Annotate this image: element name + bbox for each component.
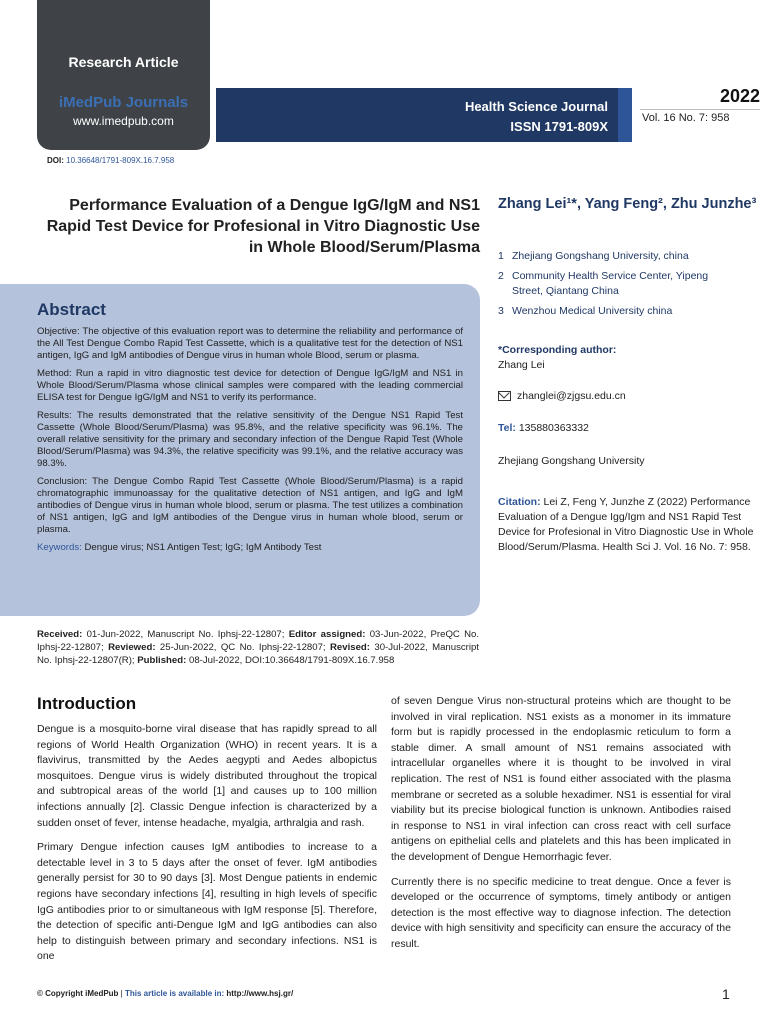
column-right — [391, 694, 731, 962]
reviewed-value: 25-Jun-2022, QC No. Iphsj-22-12807; — [159, 642, 326, 653]
journal-issn: ISSN 1791-809X — [510, 119, 608, 134]
publisher-url[interactable]: www.imedpub.com — [73, 114, 174, 128]
affiliation-number: 2 — [498, 270, 504, 282]
keywords-label: Keywords: — [37, 542, 82, 553]
citation-text: Lei Z, Feng Y, Junzhe Z (2022) Performance Evaluation of a Dengue Igg/Igm and NS1 Rapid Test Device for Profesional in Vitro Diagnostic Use in Whole Blood/Serum/Plasma. Health Sci J. Vol. 16 No. 7: 958. — [498, 496, 754, 553]
abstract-method: Method: Run a rapid in vitro diagnostic test device for detection of Dengue IgG/IgM and NS1 in Whole Blood/Serum/Plasma whose clinical samples were compared with the leading commercial ELISA test for Dengue IgG/IgM and NS1 to verify its performance. — [37, 368, 463, 403]
abstract-heading: Abstract — [37, 300, 106, 319]
copyright-text: © Copyright iMedPub — [37, 989, 119, 998]
page-footer — [37, 989, 293, 998]
affiliation-text: Wenzhou Medical University china — [512, 305, 673, 317]
reviewed-label: Reviewed: — [108, 642, 156, 653]
intro-paragraph-2: Primary Dengue infection causes IgM antibodies to increase to a detectable level in 3 to 5 days after the onset of fever. IgM antibodies generally persist for 30 to 90 days [3]. Most Dengue patients in endemic regions have secondary infections [4], resulting in high levels of specific IgG antibodies prior to or simultaneous with IgM response [5]. Therefore, the detection of specific anti-Dengue IgM and IgG antibodies can also help to distinguish between primary and secondary infections. NS1 is one — [37, 841, 377, 963]
affiliation-text: Community Health Service Center, Yipeng — [512, 270, 709, 282]
revised-label: Revised: — [329, 642, 370, 653]
publisher-brand: iMedPub Journals — [58, 94, 189, 111]
page-number: 1 — [722, 986, 730, 1002]
abstract-body — [37, 326, 463, 560]
affiliation-3 — [498, 304, 760, 319]
abstract-results: Results: The results demonstrated that the relative sensitivity of the Dengue NS1 Rapid Test Cassette (Whole Blood/Serum/Plasma) was 95.8%, and the relative specificity was 96.1%. The overall relative sensitivity for the primary and secondary infection of the Dengue Rapid Test (Whole Blood/Serum/Plasma) was 94.3%, the relative specificity was 99.1%, and the relative accuracy was 98.3%. — [37, 410, 463, 469]
intro-paragraph-1: Dengue is a mosquito-borne viral disease that has rapidly spread to all regions of World Health Organization (WHO) in recent years. It is a flavivirus, transmitted by the Aedes aegypti and Aedes albopictus mosquitoes. Dengue virus is widely distributed throughout the tropical and subtropical areas of the world [1] and causes up to 100 million infections annually [2]. Classic Dengue infection is characterized by a sudden onset of fever, intense headache, myalgia, arthralgia and rash. — [37, 723, 377, 829]
affiliation-number: 3 — [498, 305, 504, 317]
doi-line — [47, 156, 174, 165]
affiliation-2 — [498, 269, 760, 299]
introduction-heading: Introduction — [37, 694, 137, 713]
journal-url-link[interactable]: http://www.hsj.gr/ — [224, 989, 294, 998]
journal-name: Health Science Journal — [464, 99, 608, 114]
published-value: 08-Jul-2022, DOI:10.36648/1791-809X.16.7.958 — [188, 655, 395, 666]
email-link[interactable]: zhanglei@zjgsu.edu.cn — [517, 390, 626, 402]
tel-label: Tel: — [498, 422, 516, 434]
affiliation-text: Zhejiang Gongshang University, china — [512, 250, 689, 262]
publisher-logo — [37, 0, 210, 150]
available-label: This article is available in: — [124, 989, 225, 998]
envelope-icon — [498, 391, 511, 401]
citation-block — [498, 495, 760, 555]
doi-label: DOI: — [47, 156, 64, 165]
editor-label: Editor assigned: — [288, 629, 366, 640]
doi-link[interactable]: 10.36648/1791-809X.16.7.958 — [66, 156, 175, 165]
volume-issue: Vol. 16 No. 7: 958 — [642, 112, 730, 124]
editor-value: 03-Jun-2022, PreQC No. Iphsj-22-12807; — [37, 629, 480, 653]
intro-paragraph-3: of seven Dengue Virus non-structural proteins which are thought to be involved in viral replication. NS1 exists as a monomer in its immature form but is rapidly processed in the endoplasmic reticulum to form a stable dimer. A small amount of NS1 remains associated with intracellular organelles where it is thought to be involved in viral replication. The rest of NS1 is found either associated with the plasma membrane or secreted as a soluble hexadimer. NS1 is essential for viral viability but its precise biological function is unknown. Antibodies raised in response to NS1 in viral infection can cross react with cell surface antigens on epithelial cells and platelets and this has been implicated in the development of Dengue Hemorrhagic fever. — [391, 695, 731, 863]
volume-divider — [640, 109, 760, 110]
corresponding-label: *Corresponding author: — [498, 344, 617, 356]
affiliation-1 — [498, 249, 760, 264]
email-line — [498, 389, 760, 404]
author-list: Zhang Lei¹*, Yang Feng², Zhu Junzhe³ — [498, 196, 757, 212]
tel-line — [498, 421, 760, 436]
tel-number: 135880363332 — [518, 422, 589, 434]
abstract-conclusion: Conclusion: The Dengue Combo Rapid Test Cassette (Whole Blood/Serum/Plasma) is a rapid chromatographic immunoassay for the qualitative detection of NS1 antigen, and IgG and IgM antibodies of Dengue virus in human whole blood, serum or plasma. The test utilizes a combination of NS1 antigen, IgG and IgM antibodies of the Dengue virus in human whole blood, serum or plasma. — [37, 476, 463, 535]
abstract-box — [0, 284, 480, 616]
publication-year: 2022 — [719, 86, 760, 106]
corresponding-name: Zhang Lei — [498, 359, 545, 371]
banner-accent — [618, 88, 632, 142]
footer-separator: | — [118, 989, 125, 998]
affiliation-text-cont: Street, Qiantang China — [512, 285, 619, 297]
received-label: Received: — [37, 629, 83, 640]
affiliation-number: 1 — [498, 250, 504, 262]
intro-paragraph-4: Currently there is no specific medicine to treat dengue. Once a fever is developed or the occurrence of symptoms, timely antibody or antigen detection is the most effective way to diagnose infection. The detection device with high sensitivity and specificity can ensure the accuracy of the result. — [391, 875, 731, 950]
revised-value: 30-Jul-2022, Manuscript No. Iphsj-22-12807(R); — [37, 642, 480, 666]
published-label: Published: — [137, 655, 187, 666]
keywords-text: Dengue virus; NS1 Antigen Test; IgG; IgM Antibody Test — [84, 542, 322, 553]
received-value: 01-Jun-2022, Manuscript No. Iphsj-22-12807; — [86, 629, 285, 640]
abstract-objective: Objective: The objective of this evaluation report was to determine the reliability and performance of the All Test Dengue Combo Rapid Test Cassette, which is a qualitative test for the detection of NS1 antigen, IgG and IgM antibodies of Dengue virus in human whole Blood, serum or plasma. — [37, 326, 463, 361]
column-left — [37, 722, 377, 974]
paper-title: Performance Evaluation of a Dengue IgG/IgM and NS1 Rapid Test Device for Profesional in Vitro Diagnostic Use in Whole Blood/Serum/Plasma — [46, 197, 480, 256]
journal-banner — [216, 88, 632, 142]
abstract-keywords — [37, 542, 463, 554]
manuscript-dates — [37, 628, 479, 667]
article-type: Research Article — [68, 54, 179, 70]
citation-label: Citation: — [498, 496, 541, 508]
corresponding-institution: Zhejiang Gongshang University — [498, 455, 645, 467]
